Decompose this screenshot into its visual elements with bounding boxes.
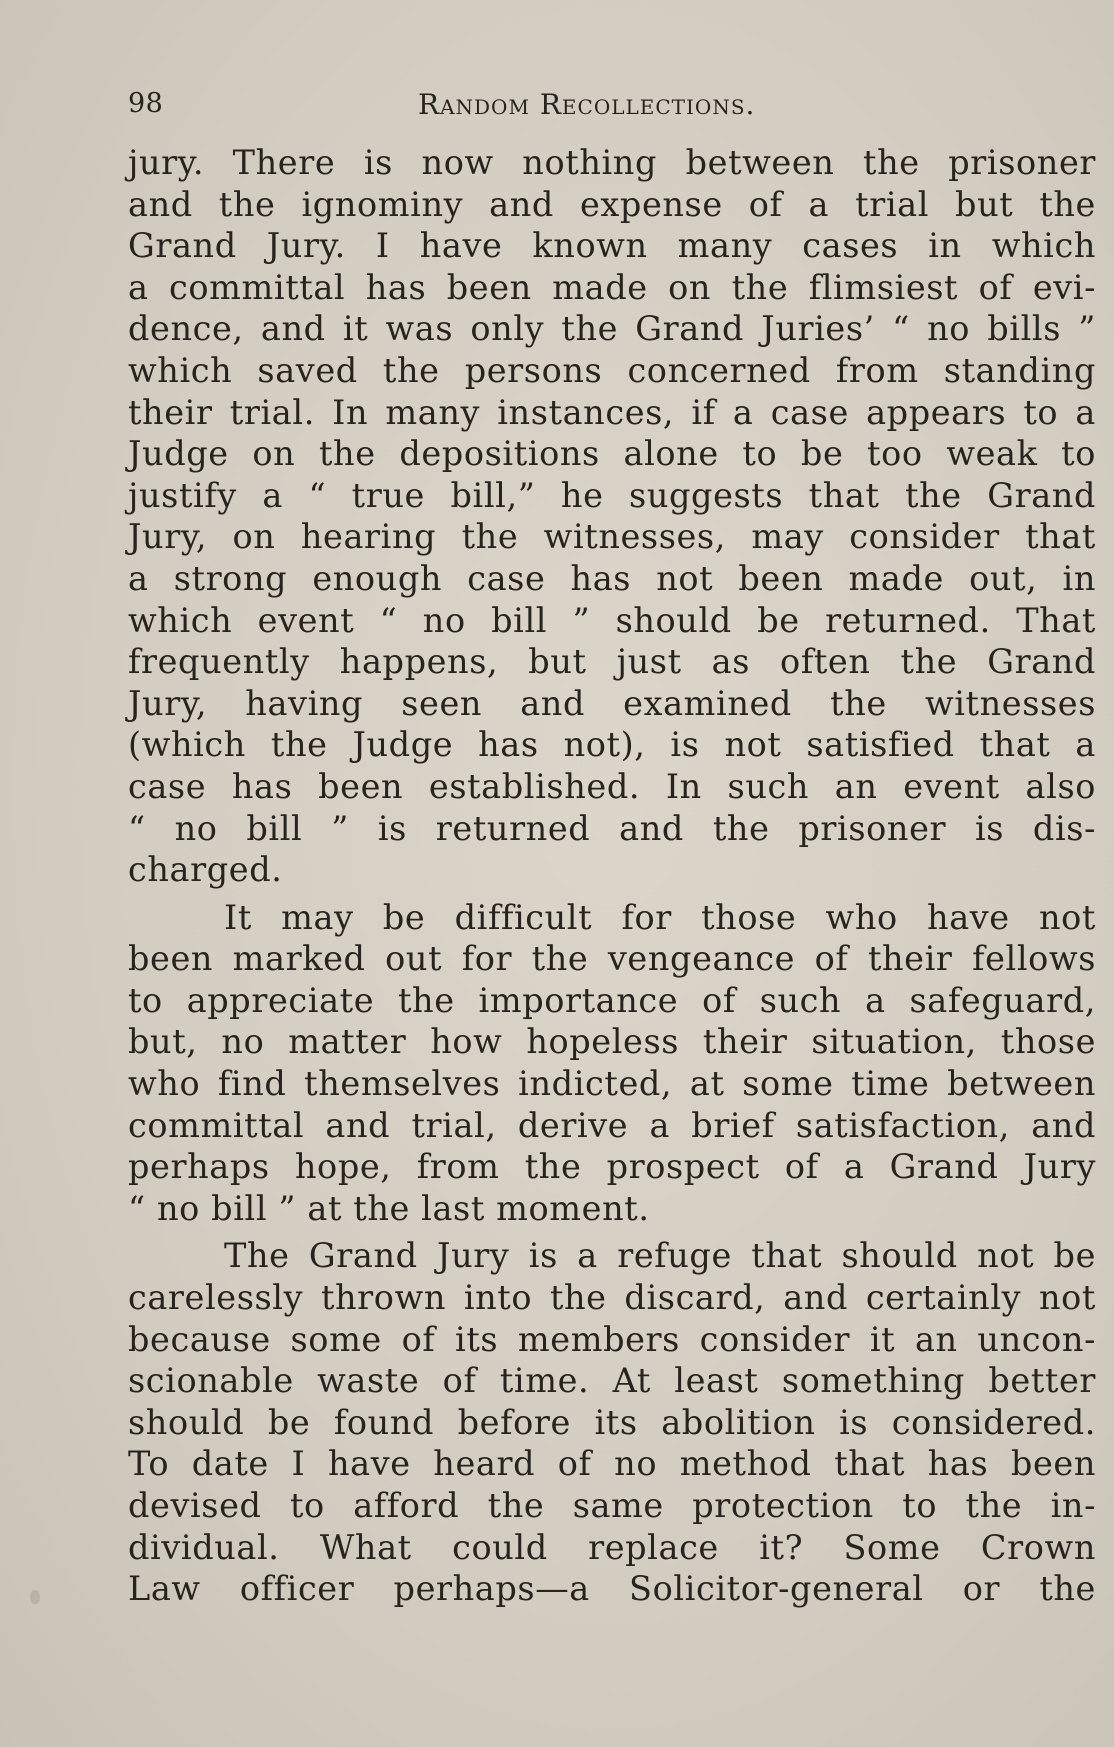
- text-line: “ no bill ” at the last moment.: [128, 1188, 650, 1228]
- running-head: [128, 88, 1008, 128]
- text-line: Judge on the depositions alone to be too weak to: [128, 434, 1096, 474]
- text-line: scionable waste of time. At least something better: [128, 1361, 1096, 1401]
- text-line: Law officer perhaps—a Solicitor-general or the: [128, 1569, 1096, 1609]
- text-line: “ no bill ” is returned and the prisoner is dis-: [128, 808, 1096, 848]
- paragraph-1: [128, 142, 1096, 891]
- text-line: frequently happens, but just as often the Grand: [128, 642, 1096, 682]
- text-line: who find themselves indicted, at some time between: [128, 1064, 1096, 1104]
- text-line: committal and trial, derive a brief satisfaction, and: [128, 1105, 1096, 1145]
- text-line: justify a “ true bill,” he suggests that the Grand: [128, 475, 1096, 515]
- text-line: It may be difficult for those who have not: [224, 897, 1096, 937]
- paragraph-3: [128, 1235, 1096, 1609]
- text-line: charged.: [128, 850, 283, 890]
- text-line: jury. There is now nothing between the prisoner: [128, 143, 1096, 182]
- text-line: to appreciate the importance of such a safeguard,: [128, 980, 1096, 1020]
- text-line: which event “ no bill ” should be returned. That: [128, 600, 1096, 640]
- text-line: (which the Judge has not), is not satisfied that a: [128, 725, 1096, 765]
- running-title: Random Recollections.: [418, 88, 756, 121]
- paragraph-2: [128, 897, 1096, 1230]
- text-line: but, no matter how hopeless their situation, those: [128, 1022, 1096, 1062]
- text-line: been marked out for the vengeance of their fellows: [128, 939, 1096, 979]
- paper-smudge: [30, 1590, 40, 1604]
- text-line: because some of its members consider it an uncon-: [128, 1319, 1096, 1359]
- text-line: which saved the persons concerned from standing: [128, 350, 1096, 390]
- text-line: Jury, on hearing the witnesses, may consider that: [128, 517, 1096, 557]
- text-line: To date I have heard of no method that has been: [128, 1444, 1096, 1484]
- text-line: a strong enough case has not been made out, in: [128, 558, 1096, 598]
- text-line: Grand Jury. I have known many cases in which: [128, 226, 1096, 266]
- text-line: their trial. In many instances, if a case appears to a: [128, 392, 1096, 432]
- text-line: a committal has been made on the flimsiest of evi-: [128, 267, 1096, 307]
- text-line: carelessly thrown into the discard, and certainly not: [128, 1278, 1096, 1318]
- page-number: 98: [128, 88, 164, 119]
- text-line: should be found before its abolition is considered.: [128, 1402, 1096, 1442]
- text-line: devised to afford the same protection to the in-: [128, 1486, 1096, 1525]
- body-text: [128, 142, 1096, 1610]
- text-line: Jury, having seen and examined the witnesses: [128, 683, 1096, 723]
- text-line: The Grand Jury is a refuge that should not be: [224, 1236, 1096, 1276]
- text-line: perhaps hope, from the prospect of a Grand Jury: [128, 1147, 1096, 1187]
- text-line: dividual. What could replace it? Some Crown: [128, 1527, 1096, 1567]
- text-line: and the ignominy and expense of a trial but the: [128, 184, 1096, 224]
- text-line: case has been established. In such an event also: [128, 766, 1096, 806]
- text-line: dence, and it was only the Grand Juries’ “ no bills ”: [128, 309, 1096, 349]
